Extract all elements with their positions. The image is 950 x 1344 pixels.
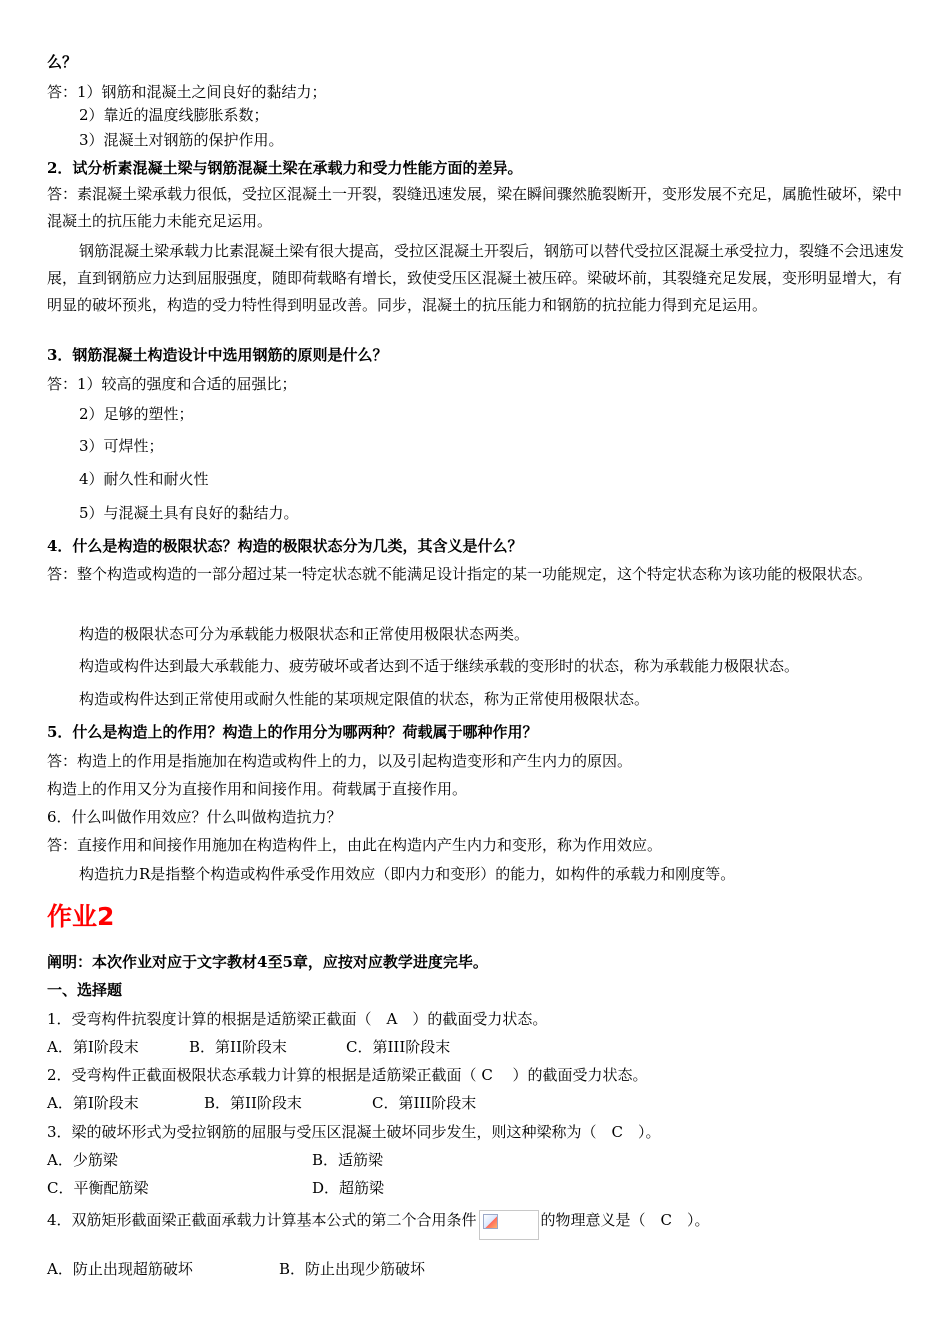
- answer-item: 3）混凝土对钢筋的保护作用。: [79, 131, 284, 149]
- question-stem: [47, 1206, 907, 1236]
- answer-item: 3）可焊性；: [79, 437, 164, 455]
- answer-item: 4）耐久性和耐火性: [79, 470, 209, 488]
- answer-paragraph: 答：整个构造或构造的一部分超过某一特定状态就不能满足设计指定的某一功能规定，这个特定状态称为该功能的极限状态。: [47, 565, 873, 583]
- question-stem-after: 的物理意义是（ C ）。: [540, 1211, 710, 1229]
- answer-line: 答：1）钢筋和混凝土之间良好的黏结力；: [47, 83, 327, 101]
- option-b: B．适筋梁: [312, 1151, 384, 1169]
- answer-line: 答：构造上的作用是指施加在构造或构件上的力，以及引起构造变形和产生内力的原因。: [47, 752, 633, 770]
- section-title: 作业2: [47, 902, 115, 931]
- question-stem: 2．受弯构件正截面极限状态承载力计算的根据是适筋梁正截面（ C ）的截面受力状态。: [47, 1066, 648, 1084]
- answer-line: 答：1）较高的强度和合适的屈强比；: [47, 375, 297, 393]
- option-b: B．第II阶段末: [189, 1038, 287, 1056]
- question-stem: 3．梁的破坏形式为受拉钢筋的屈服与受压区混凝土破坏同步发生，则这种梁称为（ C ）。: [47, 1123, 661, 1141]
- option-a: A．少筋梁: [47, 1151, 118, 1169]
- answer-item: 2）足够的塑性；: [79, 405, 194, 423]
- option-a: A．第I阶段末: [47, 1038, 139, 1056]
- option-b: B．防止出现少筋破坏: [279, 1260, 426, 1278]
- answer-item: 2）靠近的温度线膨胀系数；: [79, 106, 269, 124]
- answer-paragraph: 答：素混凝土梁承载力很低，受拉区混凝土一开裂，裂缝迅速发展，梁在瞬间骤然脆裂断开，变形发展不充足，属脆性破坏，梁中混凝土的抗压能力未能充足运用。: [47, 185, 903, 230]
- question-stem: 1．受弯构件抗裂度计算的根据是适筋梁正截面（ A ）的截面受力状态。: [47, 1010, 548, 1028]
- answer-line: 构造或构件达到正常使用或耐久性能的某项规定限值的状态，称为正常使用极限状态。: [79, 690, 650, 708]
- option-c: C．第III阶段末: [372, 1094, 477, 1112]
- answer-item: 5）与混凝土具有良好的黏结力。: [79, 504, 299, 522]
- answer-line: 构造上的作用又分为直接作用和间接作用。荷载属于直接作用。: [47, 780, 468, 798]
- option-a: A．第I阶段末: [47, 1094, 139, 1112]
- question-heading: 2．试分析素混凝土梁与钢筋混凝土梁在承载力和受力性能方面的差异。: [47, 159, 523, 177]
- question-continuation: 么？: [47, 53, 78, 71]
- question-heading: 3．钢筋混凝土构造设计中选用钢筋的原则是什么？: [47, 346, 388, 364]
- question-stem-before: 4．双筋矩形截面梁正截面承载力计算基本公式的第二个合用条件: [47, 1211, 477, 1229]
- assignment-note: 阐明：本次作业对应于文字教材4至5章，应按对应教学进度完毕。: [47, 953, 488, 971]
- answer-paragraph: 钢筋混凝土梁承载力比素混凝土梁有很大提高，受拉区混凝土开裂后，钢筋可以替代受拉区混凝土承受拉力，裂缝不会迅速发展，直到钢筋应力达到屈服强度，随即荷载略有增长，致使受压区混凝土被压碎。梁破坏前，其裂缝充足发展，变形明显增大，有明显的破坏预兆，构造的受力特性得到明显改善。同步，混凝土的抗压能力和钢筋的抗拉能力得到充足运用。: [47, 242, 905, 314]
- option-c: C．平衡配筋梁: [47, 1179, 149, 1197]
- option-c: C．第III阶段末: [346, 1038, 451, 1056]
- question-heading: 6．什么叫做作用效应？什么叫做构造抗力？: [47, 808, 342, 826]
- answer-line: 构造的极限状态可分为承载能力极限状态和正常使用极限状态两类。: [79, 625, 530, 643]
- formula-image: [479, 1210, 539, 1240]
- option-a: A．防止出现超筋破坏: [47, 1260, 193, 1278]
- option-d: D．超筋梁: [312, 1179, 385, 1197]
- broken-image-icon: [483, 1214, 498, 1229]
- option-b: B．第II阶段末: [204, 1094, 302, 1112]
- answer-line: 构造抗力R是指整个构造或构件承受作用效应（即内力和变形）的能力，如构件的承载力和刚度等。: [79, 865, 736, 883]
- question-heading: 5．什么是构造上的作用？构造上的作用分为哪两种？荷载属于哪种作用？: [47, 723, 538, 741]
- question-heading: 4．什么是构造的极限状态？构造的极限状态分为几类，其含义是什么？: [47, 537, 523, 555]
- part-title: 一、选择题: [47, 981, 123, 999]
- answer-line: 构造或构件达到最大承载能力、疲劳破坏或者达到不适于继续承载的变形时的状态，称为承载能力极限状态。: [79, 657, 800, 675]
- answer-line: 答：直接作用和间接作用施加在构造构件上，由此在构造内产生内力和变形，称为作用效应。: [47, 836, 663, 854]
